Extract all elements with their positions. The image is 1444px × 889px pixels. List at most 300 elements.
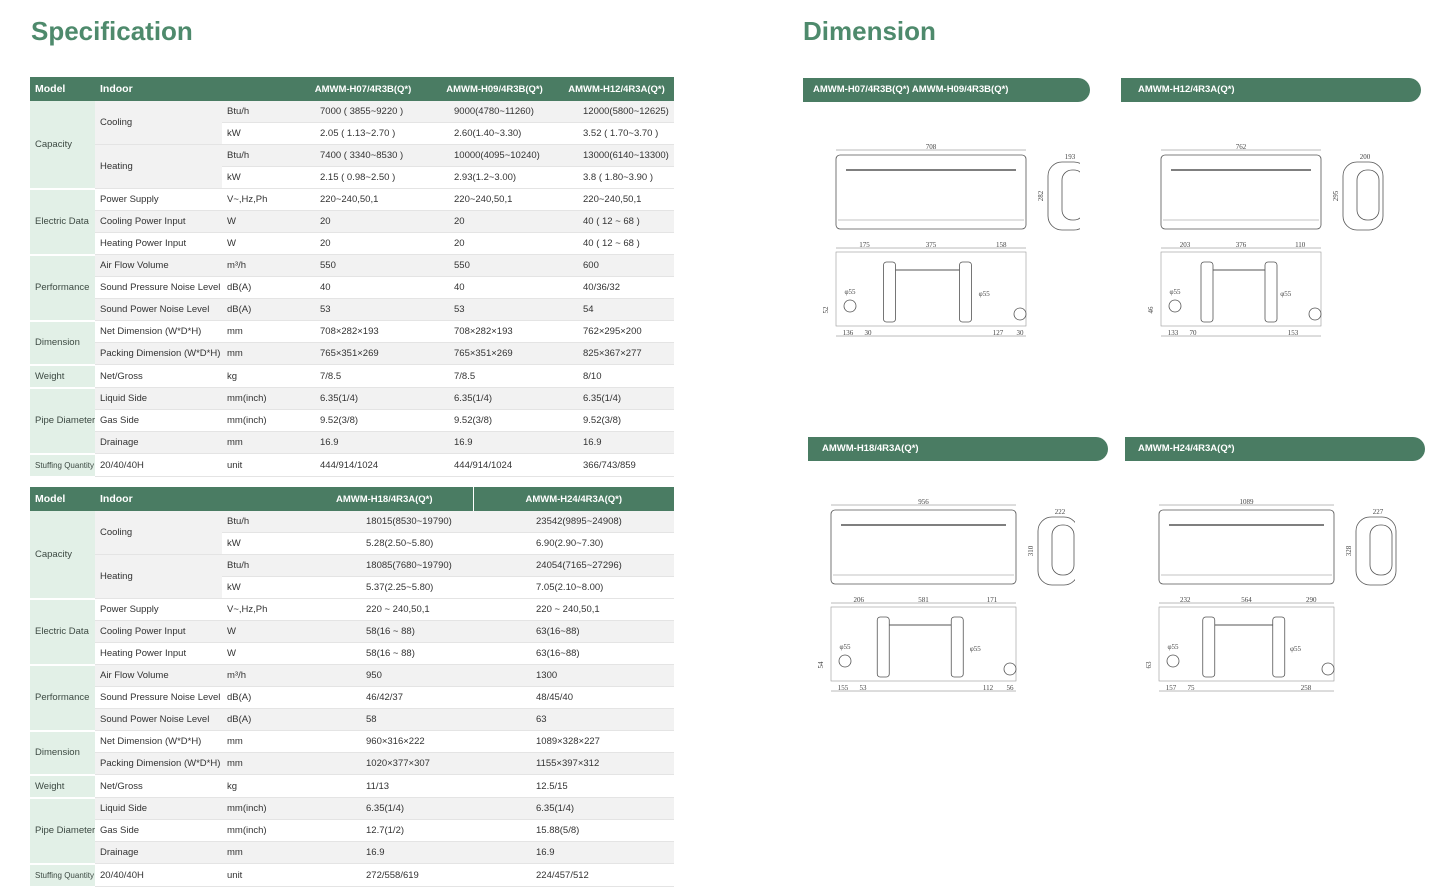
unit-cell: m³/h	[222, 255, 296, 277]
value-cell: 16.9	[559, 432, 674, 454]
value-cell: 7400 ( 3340~8530 )	[296, 145, 430, 167]
value-cell: 444/914/1024	[430, 454, 559, 477]
bracket-right	[1265, 262, 1277, 322]
value-cell: 2.60(1.40~3.30)	[430, 123, 559, 145]
unit-cell: mm	[222, 731, 296, 753]
pipe-hole-left-label: φ55	[839, 643, 851, 651]
table-row	[30, 731, 674, 753]
value-cell: 825×367×277	[559, 343, 674, 365]
item-power-supply: Power Supply	[95, 599, 222, 621]
table-row	[30, 145, 674, 167]
unit-cell: V~,Hz,Ph	[222, 599, 296, 621]
model-col-1: AMWM-H18/4R3A(Q*)	[296, 487, 473, 511]
unit-cell: mm	[222, 343, 296, 365]
plate-label-right: 110	[1295, 241, 1306, 249]
value-cell: 1089×328×227	[473, 731, 674, 753]
value-cell: 550	[296, 255, 430, 277]
install-plate-outline	[1159, 607, 1334, 681]
value-cell: 224/457/512	[473, 864, 674, 887]
bottom-label-2: 53	[859, 684, 867, 692]
width-label: 708	[925, 143, 937, 151]
pipe-hole-right-label: φ55	[1280, 290, 1292, 298]
height-label: 282	[1037, 190, 1045, 202]
value-cell: 24054(7165~27296)	[473, 555, 674, 577]
value-cell: 63	[473, 709, 674, 731]
value-cell: 46/42/37	[296, 687, 473, 709]
unit-cell: kg	[222, 775, 296, 798]
group-weight: Weight	[30, 365, 95, 388]
value-cell: 6.90(2.90~7.30)	[473, 533, 674, 555]
pipe-hole-right-label: φ55	[1289, 645, 1302, 653]
value-cell: 2.15 ( 0.98~2.50 )	[296, 167, 430, 189]
front-view	[836, 155, 1026, 229]
value-cell: 63(16~88)	[473, 643, 674, 665]
value-cell: 12.7(1/2)	[296, 820, 473, 842]
bottom-label-3: 258	[1300, 684, 1312, 692]
install-plate-outline	[1161, 252, 1321, 326]
value-cell: 2.93(1.2~3.00)	[430, 167, 559, 189]
value-cell: 1300	[473, 665, 674, 687]
value-cell: 5.37(2.25~5.80)	[296, 577, 473, 599]
unit-drawing	[1143, 495, 1413, 700]
value-cell: 18085(7680~19790)	[296, 555, 473, 577]
unit-cell: Btu/h	[222, 145, 296, 167]
side-view	[1038, 517, 1075, 585]
group-performance: Performance	[30, 665, 95, 731]
item-sound-pressure: Sound Pressure Noise Level	[95, 277, 222, 299]
item-packing-dimension: Packing Dimension (W*D*H)	[95, 343, 222, 365]
value-cell: 7/8.5	[430, 365, 559, 388]
plate-label-mid: 581	[918, 596, 929, 604]
bracket-left	[1201, 262, 1213, 322]
value-cell: 20	[296, 211, 430, 233]
plate-label-right: 158	[996, 241, 1007, 249]
table-row	[30, 775, 674, 798]
value-cell: 40	[296, 277, 430, 299]
dimension-drawing-h12	[1145, 140, 1405, 345]
group-performance: Performance	[30, 255, 95, 321]
height-label: 295	[1332, 190, 1340, 202]
unit-cell: Btu/h	[222, 555, 296, 577]
depth-label: 222	[1054, 508, 1066, 516]
unit-cell: unit	[222, 454, 296, 477]
item-sound-power: Sound Power Noise Level	[95, 709, 222, 731]
table-row	[30, 277, 674, 299]
plate-label-left: 203	[1179, 241, 1191, 249]
value-cell: 220~240,50,1	[430, 189, 559, 211]
bottom-label-3: 153	[1287, 329, 1299, 337]
value-cell: 63(16~88)	[473, 621, 674, 643]
item-container: 20/40/40H	[95, 864, 222, 887]
bracket-left	[884, 262, 896, 322]
value-cell: 10000(4095~10240)	[430, 145, 559, 167]
unit-cell: V~,Hz,Ph	[222, 189, 296, 211]
value-cell: 18015(8530~19790)	[296, 511, 473, 533]
value-cell: 765×351×269	[296, 343, 430, 365]
specification-title: Specification	[31, 16, 193, 46]
unit-header	[222, 77, 296, 101]
table-row	[30, 343, 674, 365]
value-cell: 53	[430, 299, 559, 321]
pipe-hole-right-label: φ55	[978, 290, 990, 298]
depth-label: 227	[1372, 508, 1384, 516]
group-stuffing: Stuffing Quantity	[30, 454, 95, 477]
table-row	[30, 410, 674, 432]
table-row	[30, 643, 674, 665]
bottom-label-1: 157	[1165, 684, 1177, 692]
side-inner	[1062, 170, 1080, 220]
unit-cell: Btu/h	[222, 101, 296, 123]
pipe-hole-right	[1309, 308, 1321, 320]
bottom-label-1: 133	[1167, 329, 1179, 337]
unit-cell: dB(A)	[222, 299, 296, 321]
item-heating: Heating	[95, 145, 222, 189]
value-cell: 58(16 ~ 88)	[296, 643, 473, 665]
side-view	[1356, 517, 1396, 585]
table-row	[30, 432, 674, 454]
side-offset-label: 46	[1147, 306, 1155, 314]
side-offset-label: 54	[817, 661, 825, 669]
indoor-header: Indoor	[95, 487, 222, 511]
table-row	[30, 820, 674, 842]
unit-cell: W	[222, 643, 296, 665]
height-label: 328	[1345, 545, 1353, 557]
item-cooling: Cooling	[95, 101, 222, 145]
item-heating: Heating	[95, 555, 222, 599]
value-cell: 23542(9895~24908)	[473, 511, 674, 533]
bracket-left	[1203, 617, 1215, 677]
value-cell: 9.52(3/8)	[559, 410, 674, 432]
bracket-right	[960, 262, 972, 322]
value-cell: 765×351×269	[430, 343, 559, 365]
width-label: 1089	[1239, 498, 1254, 506]
side-offset-label: 52	[822, 306, 830, 314]
item-net-dimension: Net Dimension (W*D*H)	[95, 321, 222, 343]
plate-label-mid: 564	[1241, 596, 1252, 604]
value-cell: 40 ( 12 ~ 68 )	[559, 233, 674, 255]
dimension-bar-h24: AMWM-H24/4R3A(Q*)	[1125, 437, 1425, 461]
value-cell: 366/743/859	[559, 454, 674, 477]
bracket-right	[951, 617, 963, 677]
group-stuffing: Stuffing Quantity	[30, 864, 95, 887]
table-row	[30, 189, 674, 211]
item-container: 20/40/40H	[95, 454, 222, 477]
bottom-label-4: 30	[1016, 329, 1024, 337]
value-cell: 444/914/1024	[296, 454, 430, 477]
front-view	[1159, 510, 1334, 584]
item-power-supply: Power Supply	[95, 189, 222, 211]
value-cell: 220 ~ 240,50,1	[296, 599, 473, 621]
value-cell: 6.35(1/4)	[430, 388, 559, 410]
bottom-label-2: 70	[1189, 329, 1197, 337]
install-plate-outline	[831, 607, 1016, 681]
table-row	[30, 388, 674, 410]
dimension-bar-h07-h09: AMWM-H07/4R3B(Q*) AMWM-H09/4R3B(Q*)	[803, 78, 1090, 102]
bottom-label-3: 112	[982, 684, 994, 692]
value-cell: 8/10	[559, 365, 674, 388]
value-cell: 16.9	[473, 842, 674, 864]
value-cell: 48/45/40	[473, 687, 674, 709]
unit-cell: dB(A)	[222, 277, 296, 299]
side-inner	[1370, 525, 1392, 575]
value-cell: 600	[559, 255, 674, 277]
spec-table-1	[30, 77, 674, 478]
dimension-drawing-h24	[1143, 495, 1413, 700]
model-col-1: AMWM-H07/4R3B(Q*)	[296, 77, 430, 101]
unit-cell: kW	[222, 167, 296, 189]
value-cell: 20	[296, 233, 430, 255]
unit-cell: Btu/h	[222, 511, 296, 533]
value-cell: 1155×397×312	[473, 753, 674, 775]
pipe-hole-right	[1014, 308, 1026, 320]
unit-drawing	[1145, 140, 1405, 345]
item-net-dimension: Net Dimension (W*D*H)	[95, 731, 222, 753]
item-sound-pressure: Sound Pressure Noise Level	[95, 687, 222, 709]
value-cell: 53	[296, 299, 430, 321]
value-cell: 58	[296, 709, 473, 731]
pipe-hole-left	[1169, 300, 1181, 312]
model-header: Model	[30, 77, 95, 101]
height-label: 310	[1027, 545, 1035, 557]
value-cell: 12000(5800~12625)	[559, 101, 674, 123]
pipe-hole-left	[1167, 655, 1179, 667]
table-row	[30, 365, 674, 388]
pipe-hole-left-label: φ55	[844, 288, 856, 296]
item-liquid-side: Liquid Side	[95, 388, 222, 410]
table-row	[30, 555, 674, 577]
table-row	[30, 753, 674, 775]
value-cell: 16.9	[296, 842, 473, 864]
value-cell: 220~240,50,1	[559, 189, 674, 211]
spec-table-2	[30, 487, 674, 888]
group-capacity: Capacity	[30, 511, 95, 599]
width-label: 956	[918, 498, 929, 506]
unit-cell: kW	[222, 123, 296, 145]
value-cell: 11/13	[296, 775, 473, 798]
unit-cell: mm	[222, 842, 296, 864]
value-cell: 58(16 ~ 88)	[296, 621, 473, 643]
table-row	[30, 798, 674, 820]
plate-label-left: 232	[1180, 596, 1191, 604]
table-row	[30, 864, 674, 887]
indoor-header: Indoor	[95, 77, 222, 101]
table-row	[30, 687, 674, 709]
item-gas-side: Gas Side	[95, 410, 222, 432]
value-cell: 40	[430, 277, 559, 299]
unit-cell: dB(A)	[222, 709, 296, 731]
side-view	[1343, 162, 1383, 230]
table-header	[30, 77, 674, 101]
table-row	[30, 599, 674, 621]
value-cell: 220 ~ 240,50,1	[473, 599, 674, 621]
value-cell: 5.28(2.50~5.80)	[296, 533, 473, 555]
item-air-flow: Air Flow Volume	[95, 665, 222, 687]
install-plate-outline	[836, 252, 1026, 326]
item-gas-side: Gas Side	[95, 820, 222, 842]
table-row	[30, 321, 674, 343]
plate-label-right: 290	[1306, 596, 1317, 604]
unit-cell: kg	[222, 365, 296, 388]
width-label: 762	[1235, 143, 1247, 151]
bottom-label-2: 75	[1187, 684, 1195, 692]
value-cell: 15.88(5/8)	[473, 820, 674, 842]
bracket-left	[877, 617, 889, 677]
plate-label-mid: 375	[925, 241, 937, 249]
model-col-2: AMWM-H09/4R3B(Q*)	[430, 77, 559, 101]
pipe-hole-right-label: φ55	[969, 645, 981, 653]
unit-cell: unit	[222, 864, 296, 887]
pipe-hole-left-label: φ55	[1167, 643, 1179, 651]
unit-cell: mm(inch)	[222, 820, 296, 842]
plate-label-right: 171	[986, 596, 998, 604]
table-row	[30, 709, 674, 731]
value-cell: 12.5/15	[473, 775, 674, 798]
item-net-gross: Net/Gross	[95, 775, 222, 798]
plate-label-mid: 376	[1235, 241, 1247, 249]
item-heating-input: Heating Power Input	[95, 643, 222, 665]
item-air-flow: Air Flow Volume	[95, 255, 222, 277]
table-row	[30, 101, 674, 123]
table-row	[30, 255, 674, 277]
value-cell: 6.35(1/4)	[296, 388, 430, 410]
model-col-3: AMWM-H12/4R3A(Q*)	[559, 77, 674, 101]
table-row	[30, 233, 674, 255]
value-cell: 2.05 ( 1.13~2.70 )	[296, 123, 430, 145]
value-cell: 708×282×193	[430, 321, 559, 343]
value-cell: 16.9	[430, 432, 559, 454]
item-sound-power: Sound Power Noise Level	[95, 299, 222, 321]
group-pipe: Pipe Diameter	[30, 388, 95, 454]
value-cell: 272/558/619	[296, 864, 473, 887]
plate-label-left: 206	[853, 596, 864, 604]
front-view	[1161, 155, 1321, 229]
item-cooling-input: Cooling Power Input	[95, 211, 222, 233]
unit-cell: mm	[222, 321, 296, 343]
item-liquid-side: Liquid Side	[95, 798, 222, 820]
unit-cell: kW	[222, 533, 296, 555]
group-dimension: Dimension	[30, 731, 95, 775]
unit-cell: dB(A)	[222, 687, 296, 709]
side-inner	[1357, 170, 1379, 220]
depth-label: 200	[1359, 153, 1371, 161]
value-cell: 6.35(1/4)	[296, 798, 473, 820]
unit-cell: W	[222, 621, 296, 643]
value-cell: 7000 ( 3855~9220 )	[296, 101, 430, 123]
item-drainage: Drainage	[95, 842, 222, 864]
table-row	[30, 665, 674, 687]
bracket-right	[1273, 617, 1285, 677]
value-cell: 13000(6140~13300)	[559, 145, 674, 167]
item-net-gross: Net/Gross	[95, 365, 222, 388]
value-cell: 762×295×200	[559, 321, 674, 343]
group-dimension: Dimension	[30, 321, 95, 365]
table-row	[30, 299, 674, 321]
dimension-drawing-h18	[815, 495, 1075, 700]
item-drainage: Drainage	[95, 432, 222, 454]
dimension-bar-h12: AMWM-H12/4R3A(Q*)	[1121, 78, 1421, 102]
dimension-title: Dimension	[803, 16, 936, 46]
value-cell: 960×316×222	[296, 731, 473, 753]
model-col-2: AMWM-H24/4R3A(Q*)	[473, 487, 674, 511]
pipe-hole-left-label: φ55	[1169, 288, 1181, 296]
pipe-hole-left	[844, 300, 856, 312]
value-cell: 9.52(3/8)	[296, 410, 430, 432]
pipe-hole-right	[1004, 663, 1016, 675]
value-cell: 550	[430, 255, 559, 277]
pipe-hole-right	[1322, 663, 1334, 675]
table-row	[30, 511, 674, 533]
bottom-label-1: 155	[837, 684, 849, 692]
model-header: Model	[30, 487, 95, 511]
unit-cell: mm(inch)	[222, 798, 296, 820]
bottom-label-2: 30	[864, 329, 872, 337]
table-row	[30, 211, 674, 233]
value-cell: 7.05(2.10~8.00)	[473, 577, 674, 599]
unit-drawing	[820, 140, 1080, 345]
dimension-drawing-h07-h09	[820, 140, 1080, 345]
side-inner	[1052, 525, 1074, 575]
value-cell: 20	[430, 233, 559, 255]
unit-cell: m³/h	[222, 665, 296, 687]
value-cell: 9000(4780~11260)	[430, 101, 559, 123]
depth-label: 193	[1064, 153, 1076, 161]
side-offset-label: 63	[1145, 661, 1153, 669]
item-cooling: Cooling	[95, 511, 222, 555]
unit-cell: mm(inch)	[222, 388, 296, 410]
bottom-label-1: 136	[842, 329, 854, 337]
bottom-label-4: 56	[1006, 684, 1014, 692]
value-cell: 16.9	[296, 432, 430, 454]
value-cell: 54	[559, 299, 674, 321]
table-header	[30, 487, 674, 511]
unit-drawing	[815, 495, 1075, 700]
value-cell: 3.52 ( 1.70~3.70 )	[559, 123, 674, 145]
pipe-hole-left	[839, 655, 851, 667]
unit-cell: kW	[222, 577, 296, 599]
group-electric: Electric Data	[30, 189, 95, 255]
value-cell: 40 ( 12 ~ 68 )	[559, 211, 674, 233]
item-packing-dimension: Packing Dimension (W*D*H)	[95, 753, 222, 775]
value-cell: 708×282×193	[296, 321, 430, 343]
value-cell: 6.35(1/4)	[473, 798, 674, 820]
value-cell: 1020×377×307	[296, 753, 473, 775]
front-view	[831, 510, 1016, 584]
value-cell: 7/8.5	[296, 365, 430, 388]
group-weight: Weight	[30, 775, 95, 798]
value-cell: 220~240,50,1	[296, 189, 430, 211]
value-cell: 3.8 ( 1.80~3.90 )	[559, 167, 674, 189]
unit-cell: mm	[222, 753, 296, 775]
value-cell: 950	[296, 665, 473, 687]
dimension-bar-h18: AMWM-H18/4R3A(Q*)	[808, 437, 1108, 461]
item-heating-input: Heating Power Input	[95, 233, 222, 255]
value-cell: 40/36/32	[559, 277, 674, 299]
table-row	[30, 621, 674, 643]
item-cooling-input: Cooling Power Input	[95, 621, 222, 643]
unit-cell: W	[222, 211, 296, 233]
table-row	[30, 842, 674, 864]
unit-cell: mm(inch)	[222, 410, 296, 432]
unit-cell: W	[222, 233, 296, 255]
plate-label-left: 175	[859, 241, 870, 249]
value-cell: 9.52(3/8)	[430, 410, 559, 432]
group-capacity: Capacity	[30, 101, 95, 189]
group-electric: Electric Data	[30, 599, 95, 665]
table-row	[30, 454, 674, 477]
value-cell: 20	[430, 211, 559, 233]
unit-header	[222, 487, 296, 511]
bottom-label-3: 127	[992, 329, 1004, 337]
